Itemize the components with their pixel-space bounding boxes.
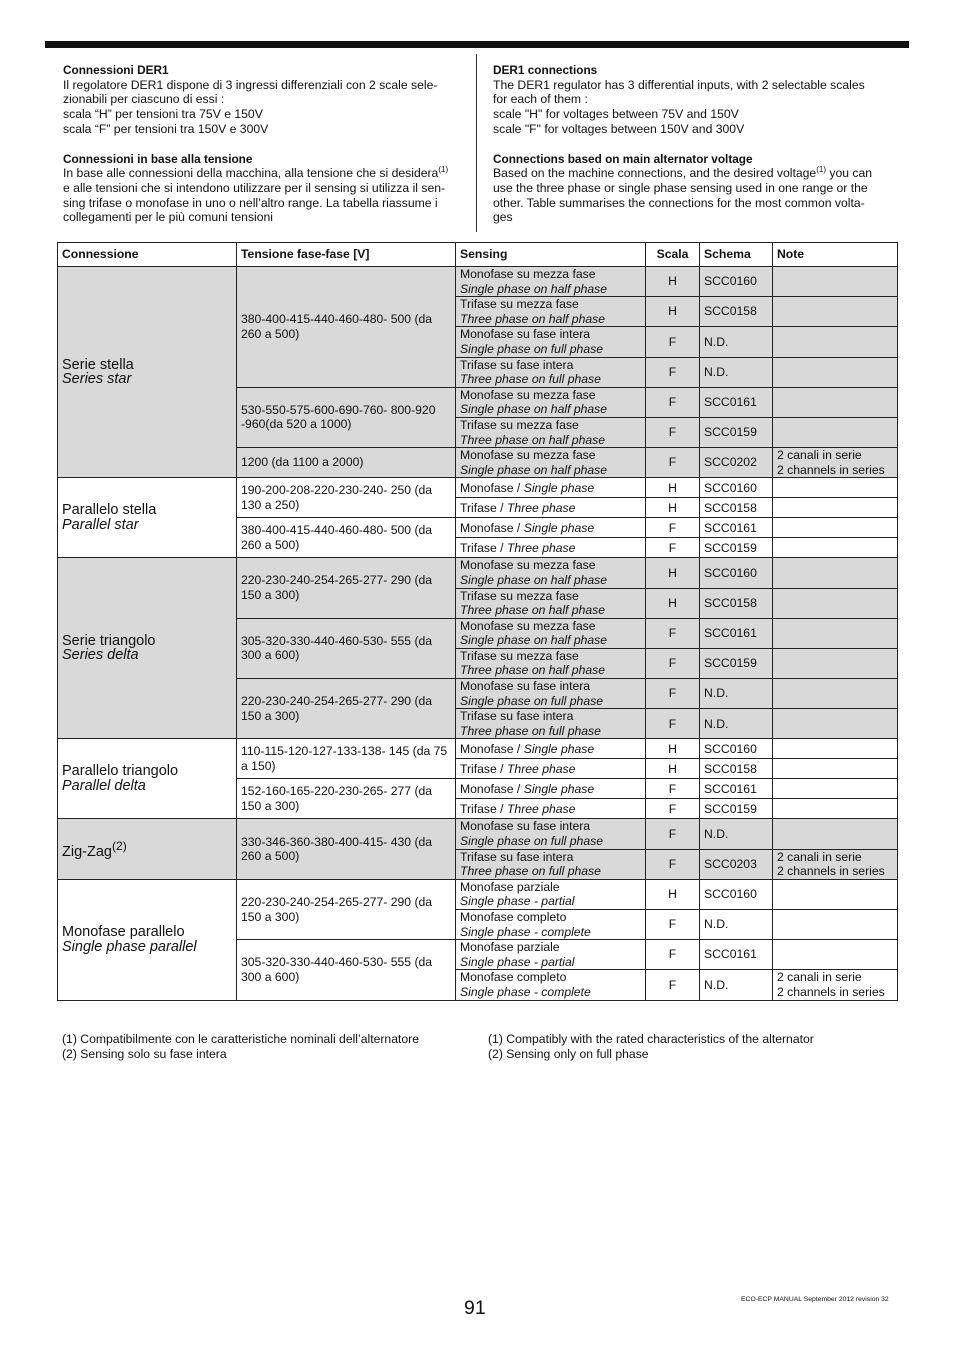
connection-name-it: Monofase parallelo bbox=[62, 924, 185, 941]
table-header-row bbox=[58, 243, 898, 267]
connection-cell bbox=[58, 879, 237, 1000]
schema-cell: N.D. bbox=[700, 970, 773, 1000]
note-cell bbox=[773, 558, 898, 588]
heading-connessioni-der1: Connessioni DER1 bbox=[63, 63, 169, 77]
schema-cell: SCC0158 bbox=[700, 498, 773, 518]
table-row bbox=[58, 739, 898, 759]
note-cell bbox=[773, 709, 898, 739]
scala-cell: F bbox=[646, 327, 700, 357]
sensing-cell bbox=[456, 558, 646, 588]
sensing-cell: Trifase / Three phase bbox=[456, 498, 646, 518]
scala-cell: H bbox=[646, 267, 700, 297]
sensing-en: Three phase bbox=[506, 500, 576, 515]
sensing-cell bbox=[456, 819, 646, 849]
sensing-cell bbox=[456, 387, 646, 417]
schema-cell: SCC0158 bbox=[700, 297, 773, 327]
col-header-connessione: Connessione bbox=[58, 243, 237, 267]
sensing-en: Single phase - complete bbox=[460, 984, 591, 999]
table-row bbox=[58, 267, 898, 297]
note-en: 2 channels in series bbox=[777, 462, 885, 477]
sensing-cell bbox=[456, 267, 646, 297]
sensing-it: Monofase bbox=[460, 741, 514, 756]
sensing-cell bbox=[456, 297, 646, 327]
footnote-2-en: (2) Sensing only on full phase bbox=[488, 1046, 649, 1061]
connection-name-it: Zig-Zag bbox=[62, 843, 112, 860]
sensing-cell bbox=[456, 448, 646, 478]
sensing-cell bbox=[456, 970, 646, 1000]
note-cell bbox=[773, 448, 898, 478]
table-row bbox=[58, 478, 898, 498]
sensing-en: Three phase on half phase bbox=[460, 603, 606, 618]
schema-cell: N.D. bbox=[700, 910, 773, 940]
note-cell bbox=[773, 849, 898, 879]
note-it: 2 canali in serie bbox=[777, 849, 862, 864]
schema-cell: SCC0160 bbox=[700, 739, 773, 759]
paragraph-tensione-it: In base alle connessioni della macchina, alla tensione che si desidera$^{(1)}$ e alle tensioni che si intendono utilizzare per il sensing si utilizza il sen- sing trifase o monofase in uno o nell’altro range. La tabella riassume i collegamenti per le più comuni tensioni bbox=[63, 165, 449, 225]
connection-cell bbox=[58, 558, 237, 739]
sensing-cell: Trifase / Three phase bbox=[456, 799, 646, 819]
sensing-cell: Trifase / Three phase bbox=[456, 759, 646, 779]
sensing-en: Single phase - partial bbox=[460, 954, 575, 969]
sensing-en: Three phase on full phase bbox=[460, 864, 601, 879]
col-header-sensing: Sensing bbox=[456, 243, 646, 267]
sensing-en: Three phase on full phase bbox=[460, 723, 601, 738]
scala-cell: F bbox=[646, 538, 700, 558]
sensing-en: Single phase on full phase bbox=[460, 341, 603, 356]
sensing-en: Single phase bbox=[523, 480, 595, 495]
note-cell bbox=[773, 518, 898, 538]
sensing-it: Monofase bbox=[460, 480, 514, 495]
scala-cell: F bbox=[646, 910, 700, 940]
sensing-it: Monofase su mezza fase bbox=[460, 618, 596, 633]
sensing-it: Trifase su mezza fase bbox=[460, 417, 579, 432]
scala-cell: H bbox=[646, 558, 700, 588]
col-header-scala: Scala bbox=[646, 243, 700, 267]
footnote-marker: (2) bbox=[111, 838, 127, 853]
note-cell bbox=[773, 799, 898, 819]
scala-cell: H bbox=[646, 759, 700, 779]
sensing-cell bbox=[456, 940, 646, 970]
sensing-cell bbox=[456, 849, 646, 879]
scala-cell: F bbox=[646, 387, 700, 417]
sensing-cell bbox=[456, 417, 646, 447]
sensing-en: Single phase on full phase bbox=[460, 834, 603, 849]
sensing-it: Trifase su fase intera bbox=[460, 709, 574, 724]
sensing-en: Single phase on full phase bbox=[460, 693, 603, 708]
sensing-cell: Monofase / Single phase bbox=[456, 478, 646, 498]
sensing-en: Single phase - complete bbox=[460, 924, 591, 939]
connection-cell bbox=[58, 478, 237, 558]
scala-cell: F bbox=[646, 940, 700, 970]
paragraph-der1-it: Il regolatore DER1 dispone di 3 ingressi differenziali con 2 scale sele- zionabili per ciascuno di essi : scala “H” per tensioni tra 75V e 150V scala “F” per tensioni tra 150V e 300V bbox=[63, 77, 438, 136]
sensing-en: Single phase - partial bbox=[460, 894, 575, 909]
schema-cell: SCC0160 bbox=[700, 267, 773, 297]
sensing-cell bbox=[456, 910, 646, 940]
sensing-en: Three phase bbox=[506, 540, 576, 555]
connection-name-it: Serie triangolo bbox=[62, 632, 156, 649]
note-it: 2 canali in serie bbox=[777, 970, 862, 985]
voltage-cell: 110-115-120-127-133-138- 145 (da 75 a 150) bbox=[237, 739, 456, 779]
voltage-cell: 305-320-330-440-460-530- 555 (da 300 a 600) bbox=[237, 940, 456, 1000]
table-body bbox=[58, 267, 898, 1001]
schema-cell: SCC0160 bbox=[700, 879, 773, 909]
connection-name-en: Parallel star bbox=[62, 516, 139, 533]
top-rule bbox=[45, 41, 909, 48]
paragraph-der1-en: The DER1 regulator has 3 differential inputs, with 2 selectable scales for each of them : scale "H" for voltages between 75V and 150V scale "F" for voltages between 150V and 300V bbox=[493, 77, 865, 136]
schema-cell: SCC0160 bbox=[700, 478, 773, 498]
schema-cell: SCC0159 bbox=[700, 417, 773, 447]
voltage-cell: 530-550-575-600-690-760- 800-920 -960(da 520 a 1000) bbox=[237, 387, 456, 447]
sensing-cell bbox=[456, 588, 646, 618]
col-header-schema: Schema bbox=[700, 243, 773, 267]
scala-cell: H bbox=[646, 498, 700, 518]
column-divider bbox=[476, 54, 477, 232]
intro-italian bbox=[63, 63, 467, 240]
connection-cell bbox=[58, 739, 237, 819]
connection-cell bbox=[58, 819, 237, 879]
col-header-note: Note bbox=[773, 243, 898, 267]
note-cell bbox=[773, 498, 898, 518]
footnote-2-it: (2) Sensing solo su fase intera bbox=[62, 1046, 227, 1061]
sensing-it: Monofase su fase intera bbox=[460, 819, 591, 834]
note-cell bbox=[773, 267, 898, 297]
sensing-it: Monofase su mezza fase bbox=[460, 387, 596, 402]
voltage-cell: 305-320-330-440-460-530- 555 (da 300 a 600) bbox=[237, 618, 456, 678]
sensing-en: Single phase on half phase bbox=[460, 462, 608, 477]
schema-cell: SCC0158 bbox=[700, 759, 773, 779]
footnotes-english bbox=[488, 1032, 814, 1061]
connection-name-it: Serie stella bbox=[62, 356, 134, 373]
scala-cell: F bbox=[646, 970, 700, 1000]
sensing-it: Trifase su mezza fase bbox=[460, 648, 579, 663]
note-it: 2 canali in serie bbox=[777, 448, 862, 463]
connection-name-en: Series star bbox=[62, 371, 132, 388]
connection-name-it: Parallelo triangolo bbox=[62, 763, 179, 780]
note-en: 2 channels in series bbox=[777, 864, 885, 879]
sensing-it: Trifase bbox=[460, 801, 497, 816]
voltage-cell: 380-400-415-440-460-480- 500 (da 260 a 500) bbox=[237, 518, 456, 558]
sensing-cell bbox=[456, 679, 646, 709]
scala-cell: F bbox=[646, 618, 700, 648]
note-cell bbox=[773, 417, 898, 447]
voltage-cell: 330-346-360-380-400-415- 430 (da 260 a 500) bbox=[237, 819, 456, 879]
page-number: 91 bbox=[464, 1297, 486, 1319]
connection-name-en: Parallel delta bbox=[62, 777, 146, 794]
sensing-en: Three phase on full phase bbox=[460, 372, 601, 387]
scala-cell: F bbox=[646, 819, 700, 849]
scala-cell: H bbox=[646, 588, 700, 618]
schema-cell: N.D. bbox=[700, 819, 773, 849]
voltage-cell: 220-230-240-254-265-277- 290 (da 150 a 300) bbox=[237, 679, 456, 739]
sensing-it: Monofase su mezza fase bbox=[460, 558, 596, 573]
sensing-en: Single phase on half phase bbox=[460, 633, 608, 648]
sensing-en: Three phase bbox=[506, 761, 576, 776]
scala-cell: H bbox=[646, 879, 700, 909]
voltage-cell: 220-230-240-254-265-277- 290 (da 150 a 300) bbox=[237, 879, 456, 939]
sensing-en: Single phase bbox=[523, 781, 595, 796]
sensing-it: Monofase bbox=[460, 781, 514, 796]
schema-cell: N.D. bbox=[700, 327, 773, 357]
connection-cell bbox=[58, 267, 237, 478]
sensing-it: Trifase bbox=[460, 761, 497, 776]
note-cell bbox=[773, 779, 898, 799]
sensing-it: Monofase su fase intera bbox=[460, 679, 591, 694]
scala-cell: H bbox=[646, 478, 700, 498]
table-row bbox=[58, 879, 898, 909]
scala-cell: F bbox=[646, 417, 700, 447]
schema-cell: SCC0159 bbox=[700, 538, 773, 558]
schema-cell: SCC0159 bbox=[700, 648, 773, 678]
scala-cell: F bbox=[646, 648, 700, 678]
scala-cell: F bbox=[646, 709, 700, 739]
connection-name-en: Series delta bbox=[62, 647, 139, 664]
note-cell bbox=[773, 679, 898, 709]
connection-name-it: Parallelo stella bbox=[62, 502, 157, 519]
manual-reference: ECO-ECP MANUAL September 2012 revision 32 bbox=[741, 1296, 889, 1303]
sensing-cell bbox=[456, 357, 646, 387]
sensing-it: Monofase parziale bbox=[460, 879, 560, 894]
sensing-cell: Monofase / Single phase bbox=[456, 779, 646, 799]
note-cell bbox=[773, 879, 898, 909]
scala-cell: F bbox=[646, 799, 700, 819]
voltage-cell: 152-160-165-220-230-265- 277 (da 150 a 300) bbox=[237, 779, 456, 819]
schema-cell: N.D. bbox=[700, 357, 773, 387]
sensing-cell bbox=[456, 879, 646, 909]
note-cell bbox=[773, 618, 898, 648]
sensing-it: Monofase parziale bbox=[460, 940, 560, 955]
note-cell bbox=[773, 478, 898, 498]
note-cell bbox=[773, 739, 898, 759]
schema-cell: N.D. bbox=[700, 709, 773, 739]
schema-cell: SCC0159 bbox=[700, 799, 773, 819]
scala-cell: F bbox=[646, 518, 700, 538]
sensing-cell bbox=[456, 327, 646, 357]
sensing-it: Trifase bbox=[460, 500, 497, 515]
note-cell bbox=[773, 759, 898, 779]
sensing-en: Single phase on half phase bbox=[460, 402, 608, 417]
sensing-en: Three phase bbox=[506, 801, 576, 816]
schema-cell: SCC0161 bbox=[700, 940, 773, 970]
schema-cell: SCC0161 bbox=[700, 518, 773, 538]
heading-der1-connections: DER1 connections bbox=[493, 63, 598, 77]
note-cell bbox=[773, 819, 898, 849]
sensing-cell: Monofase / Single phase bbox=[456, 518, 646, 538]
sensing-cell bbox=[456, 618, 646, 648]
note-cell bbox=[773, 910, 898, 940]
note-cell bbox=[773, 648, 898, 678]
heading-connessioni-tensione: Connessioni in base alla tensione bbox=[63, 151, 253, 166]
schema-cell: SCC0203 bbox=[700, 849, 773, 879]
sensing-en: Single phase on half phase bbox=[460, 281, 608, 296]
sensing-cell: Monofase / Single phase bbox=[456, 739, 646, 759]
note-cell bbox=[773, 940, 898, 970]
note-cell bbox=[773, 588, 898, 618]
sensing-it: Trifase su mezza fase bbox=[460, 588, 579, 603]
sensing-it: Trifase su fase intera bbox=[460, 849, 574, 864]
scala-cell: F bbox=[646, 357, 700, 387]
note-cell bbox=[773, 327, 898, 357]
sensing-en: Three phase on half phase bbox=[460, 432, 606, 447]
sensing-en: Single phase bbox=[523, 520, 595, 535]
note-en: 2 channels in series bbox=[777, 984, 885, 999]
sensing-it: Trifase bbox=[460, 540, 497, 555]
voltage-cell: 380-400-415-440-460-480- 500 (da 260 a 500) bbox=[237, 267, 456, 388]
schema-cell: SCC0158 bbox=[700, 588, 773, 618]
note-cell bbox=[773, 538, 898, 558]
table-row bbox=[58, 819, 898, 849]
scala-cell: F bbox=[646, 849, 700, 879]
sensing-en: Three phase on half phase bbox=[460, 663, 606, 678]
sensing-it: Monofase completo bbox=[460, 910, 567, 924]
note-cell bbox=[773, 970, 898, 1000]
sensing-en: Single phase bbox=[523, 741, 595, 756]
sensing-it: Trifase su mezza fase bbox=[460, 297, 579, 312]
sensing-cell bbox=[456, 709, 646, 739]
scala-cell: F bbox=[646, 448, 700, 478]
voltage-cell: 220-230-240-254-265-277- 290 (da 150 a 300) bbox=[237, 558, 456, 618]
schema-cell: SCC0161 bbox=[700, 618, 773, 648]
scala-cell: H bbox=[646, 739, 700, 759]
footnote-1-it: (1) Compatibilmente con le caratteristiche nominali dell’alternatore bbox=[62, 1032, 419, 1046]
scala-cell: H bbox=[646, 297, 700, 327]
sensing-en: Three phase on half phase bbox=[460, 311, 606, 326]
footnote-1-en: (1) Compatibly with the rated characteristics of the alternator bbox=[488, 1032, 814, 1046]
scala-cell: F bbox=[646, 679, 700, 709]
heading-connections-voltage: Connections based on main alternator voltage bbox=[493, 151, 753, 166]
connections-table bbox=[57, 242, 898, 1001]
table-row bbox=[58, 558, 898, 588]
schema-cell: SCC0160 bbox=[700, 558, 773, 588]
voltage-cell: 190-200-208-220-230-240- 250 (da 130 a 250) bbox=[237, 478, 456, 518]
sensing-it: Monofase bbox=[460, 520, 514, 535]
intro-english bbox=[493, 63, 895, 240]
voltage-cell: 1200 (da 1100 a 2000) bbox=[237, 448, 456, 478]
paragraph-voltage-en: Based on the machine connections, and the desired voltage$^{(1)}$ you can use the three phase or single phase sensing used in one range or the other. Table summarises the connections for the most common volta- ges bbox=[493, 165, 873, 225]
schema-cell: SCC0161 bbox=[700, 387, 773, 417]
schema-cell: N.D. bbox=[700, 679, 773, 709]
sensing-it: Trifase su fase intera bbox=[460, 357, 574, 372]
note-cell bbox=[773, 387, 898, 417]
sensing-cell bbox=[456, 648, 646, 678]
scala-cell: F bbox=[646, 779, 700, 799]
sensing-en: Single phase on half phase bbox=[460, 572, 608, 587]
sensing-it: Monofase completo bbox=[460, 970, 567, 985]
footnotes-italian bbox=[62, 1032, 419, 1061]
sensing-it: Monofase su fase intera bbox=[460, 327, 591, 342]
connection-name-en: Single phase parallel bbox=[62, 938, 197, 955]
schema-cell: SCC0161 bbox=[700, 779, 773, 799]
sensing-it: Monofase su mezza fase bbox=[460, 267, 596, 281]
col-header-tensione: Tensione fase-fase [V] bbox=[237, 243, 456, 267]
note-cell bbox=[773, 357, 898, 387]
schema-cell: SCC0202 bbox=[700, 448, 773, 478]
sensing-it: Monofase su mezza fase bbox=[460, 448, 596, 463]
note-cell bbox=[773, 297, 898, 327]
sensing-cell: Trifase / Three phase bbox=[456, 538, 646, 558]
